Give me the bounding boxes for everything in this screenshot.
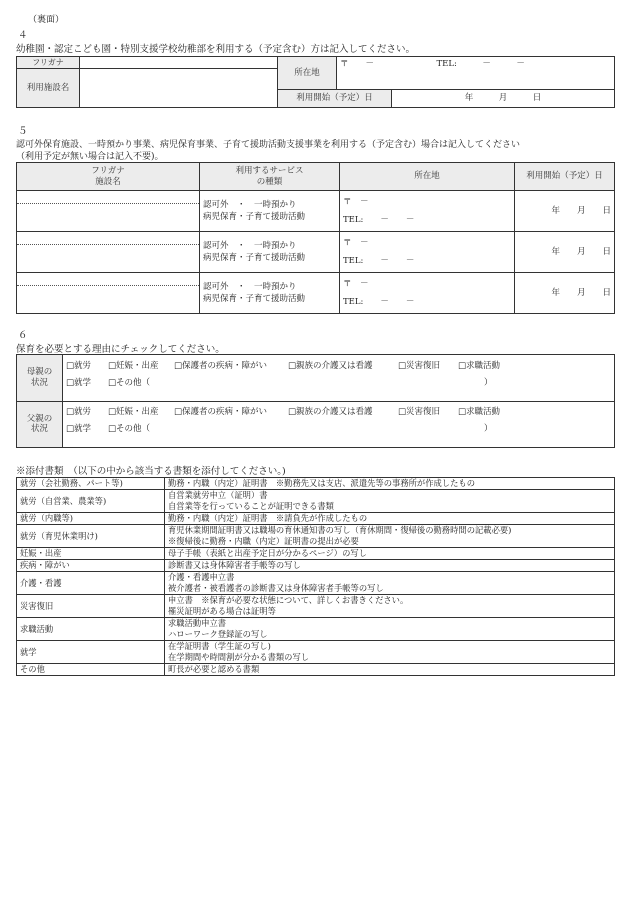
furigana-label: フリガナ: [17, 57, 80, 69]
attachment-category: 求職活動: [17, 618, 165, 641]
attachment-category: 就労（内職等): [17, 513, 165, 525]
attachment-document-line: 母子手帳（表紙と出産予定日が分かるページ）の写し: [168, 548, 367, 558]
service-options-line1: 認可外 ・ 一時預かり: [203, 282, 297, 292]
attachment-row: [17, 664, 615, 676]
postal-mark: 〒 －: [343, 279, 369, 289]
attachment-row: [17, 513, 615, 525]
service-cell[interactable]: [200, 273, 340, 314]
attachment-document-line: 自営業就労申立（証明）書: [168, 490, 268, 500]
attachment-category: 疾病・障がい: [17, 560, 165, 572]
other-close-paren: ）: [484, 424, 493, 435]
facility-name-cell[interactable]: [17, 232, 200, 273]
address-field[interactable]: [337, 57, 615, 90]
section-5-table: [16, 162, 615, 314]
attachment-documents: [165, 525, 615, 548]
attachment-row: [17, 548, 615, 560]
attachment-documents: [165, 572, 615, 595]
section-5-heading-line2: （利用予定が無い場合は記入不要)。: [16, 152, 164, 162]
attachment-document-line: 求職活動申立書: [168, 618, 227, 628]
section-6-table: [16, 354, 615, 448]
tel-label: TEL: － －: [343, 215, 415, 225]
mother-options: [63, 355, 615, 402]
attachments-heading: ※添付書類 （以下の中から該当する書類を添付してください。): [16, 466, 286, 477]
section-6-number: ６: [18, 330, 28, 341]
attachment-documents: [165, 513, 615, 525]
attachment-row: [17, 595, 615, 618]
checkbox-illness[interactable]: □保護者の疾病・障がい: [174, 360, 268, 371]
start-date-field[interactable]: 年 月 日: [392, 89, 615, 107]
section-6-heading: 保育を必要とする理由にチェックしてください。: [16, 344, 225, 355]
col-furigana-label: フリガナ: [91, 165, 125, 176]
tel-label: TEL: － －: [343, 297, 415, 307]
section-4-table: [16, 56, 615, 108]
service-options-line2: 病児保育・子育て援助活動: [203, 212, 306, 222]
col-service-label-1: 利用するサービス: [235, 165, 304, 176]
attachment-category: 災害復旧: [17, 595, 165, 618]
facility-name-cell[interactable]: [17, 191, 200, 232]
attachment-document-line: 勤務・内職（内定）証明書 ※勤務先又は支店、派遣先等の事務所が作成したもの: [168, 478, 475, 488]
section-4-number: ４: [18, 30, 28, 41]
checkbox-caregiving[interactable]: □親族の介護又は看護: [288, 407, 373, 418]
attachment-documents: [165, 641, 615, 664]
address-cell[interactable]: [340, 273, 515, 314]
checkbox-work[interactable]: □就労: [66, 407, 92, 418]
mother-label-line1: 母親の: [26, 367, 53, 378]
section-4-heading: 幼稚園・認定こども園・特別支援学校幼稚部を利用する（予定含む）方は記入してください。: [16, 44, 416, 55]
attachment-documents: [165, 618, 615, 641]
postal-mark: 〒 －: [343, 197, 369, 207]
address-cell[interactable]: [340, 232, 515, 273]
col-service-header: [200, 163, 340, 191]
attachment-row: [17, 560, 615, 572]
service-options-line1: 認可外 ・ 一時預かり: [203, 241, 297, 251]
attachment-category: 就労（会社勤務、パート等): [17, 478, 165, 490]
attachment-document-line: 町長が必要と認める書類: [168, 664, 260, 674]
attachment-documents: [165, 490, 615, 513]
checkbox-job-seeking[interactable]: □求職活動: [458, 407, 501, 418]
attachment-documents: [165, 478, 615, 490]
attachments-table: [16, 477, 615, 676]
service-options-line1: 認可外 ・ 一時預かり: [203, 200, 297, 210]
start-date-label: 利用開始（予定）日: [278, 89, 392, 107]
attachment-document-line: 自営業等を行っていることが証明できる書類: [168, 501, 334, 511]
father-label-line1: 父親の: [26, 413, 53, 424]
attachment-document-line: 在学証明書（学生証の写し): [168, 641, 271, 651]
col-name-label: 施設名: [95, 176, 121, 187]
checkbox-work[interactable]: □就労: [66, 360, 92, 371]
attachment-row: [17, 525, 615, 548]
start-date-cell[interactable]: 年 月 日: [515, 191, 615, 232]
service-options-line2: 病児保育・子育て援助活動: [203, 294, 306, 304]
attachment-document-line: 介護・看護申立書: [168, 572, 235, 582]
attachment-row: [17, 572, 615, 595]
attachment-category: その他: [17, 664, 165, 676]
tel-label: TEL: － －: [343, 256, 415, 266]
father-label: [17, 401, 63, 448]
attachment-category: 介護・看護: [17, 572, 165, 595]
checkbox-caregiving[interactable]: □親族の介護又は看護: [288, 360, 373, 371]
facility-row-2: [17, 232, 615, 273]
attachment-document-line: 育児休業期間証明書又は職場の育休通知書の写し（育休期間・復帰後の勤務時間の記載必要): [168, 525, 512, 535]
attachment-documents: [165, 560, 615, 572]
attachment-category: 妊娠・出産: [17, 548, 165, 560]
attachment-document-line: 勤務・内職（内定）証明書 ※請負先が作成したもの: [168, 513, 368, 523]
mother-row: [17, 355, 615, 402]
attachment-document-line: 被介護者・被看護者の診断書又は身体障害者手帳等の写し: [168, 583, 384, 593]
address-label: 所在地: [278, 57, 337, 90]
checkbox-other[interactable]: □その他（: [108, 424, 151, 435]
checkbox-study[interactable]: □就学: [66, 424, 92, 435]
father-row: [17, 401, 615, 448]
attachment-row: [17, 641, 615, 664]
section-5-heading-line1: 認可外保育施設、一時預かり事業、病児保育事業、子育て援助活動支援事業を利用する（予定含む）場合は記入してください: [16, 140, 521, 150]
col-service-label-2: の種類: [256, 176, 283, 187]
col-address-header: 所在地: [340, 163, 515, 191]
facility-name-cell[interactable]: [17, 273, 200, 314]
father-options: [63, 401, 615, 448]
attachment-document-line: ハローワーク登録証の写し: [168, 629, 268, 639]
section-5-number: ５: [18, 126, 28, 137]
start-date-cell[interactable]: 年 月 日: [515, 232, 615, 273]
col-facility-header: [17, 163, 200, 191]
attachment-row: [17, 478, 615, 490]
attachment-category: 就労（自営業、農業等): [17, 490, 165, 513]
checkbox-other[interactable]: □その他（: [108, 377, 151, 388]
checkbox-study[interactable]: □就学: [66, 377, 92, 388]
mother-label: [17, 355, 63, 402]
father-label-line2: 状況: [30, 424, 48, 435]
checkbox-disaster[interactable]: □災害復旧: [398, 407, 441, 418]
tel-label: TEL: － －: [436, 59, 525, 69]
attachment-category: 就労（育児休業明け): [17, 525, 165, 548]
checkbox-pregnancy[interactable]: □妊娠・出産: [108, 360, 159, 371]
facility-label: 利用施設名: [17, 69, 80, 108]
attachment-document-line: 申立書 ※保育が必要な状態について、詳しくお書きください。: [168, 595, 409, 605]
mother-label-line2: 状況: [30, 377, 48, 388]
attachment-document-line: 診断書又は身体障害者手帳等の写し: [168, 560, 301, 570]
attachment-row: [17, 490, 615, 513]
furigana-field[interactable]: [80, 57, 278, 69]
attachment-document-line: 在学期間や時間割が分かる書類の写し: [168, 652, 310, 662]
facility-row-1: [17, 191, 615, 232]
attachment-category: 就学: [17, 641, 165, 664]
attachment-row: [17, 618, 615, 641]
service-cell[interactable]: [200, 191, 340, 232]
facility-field[interactable]: [80, 69, 278, 108]
attachment-documents: [165, 595, 615, 618]
service-options-line2: 病児保育・子育て援助活動: [203, 253, 306, 263]
facility-row-3: [17, 273, 615, 314]
checkbox-job-seeking[interactable]: □求職活動: [458, 360, 501, 371]
postal-mark: 〒 －: [340, 59, 375, 69]
attachment-documents: [165, 664, 615, 676]
checkbox-illness[interactable]: □保護者の疾病・障がい: [174, 407, 268, 418]
address-cell[interactable]: [340, 191, 515, 232]
col-start-header: 利用開始（予定）日: [515, 163, 615, 191]
attachment-documents: [165, 548, 615, 560]
postal-mark: 〒 －: [343, 238, 369, 248]
page-label: （裏面）: [28, 15, 65, 25]
attachment-document-line: ※復帰後に勤務・内職（内定）証明書の提出が必要: [168, 536, 359, 546]
attachment-document-line: 罹災証明がある場合は証明等: [168, 606, 276, 616]
start-date-cell[interactable]: 年 月 日: [515, 273, 615, 314]
other-close-paren: ）: [484, 377, 493, 388]
checkbox-pregnancy[interactable]: □妊娠・出産: [108, 407, 159, 418]
checkbox-disaster[interactable]: □災害復旧: [398, 360, 441, 371]
service-cell[interactable]: [200, 232, 340, 273]
